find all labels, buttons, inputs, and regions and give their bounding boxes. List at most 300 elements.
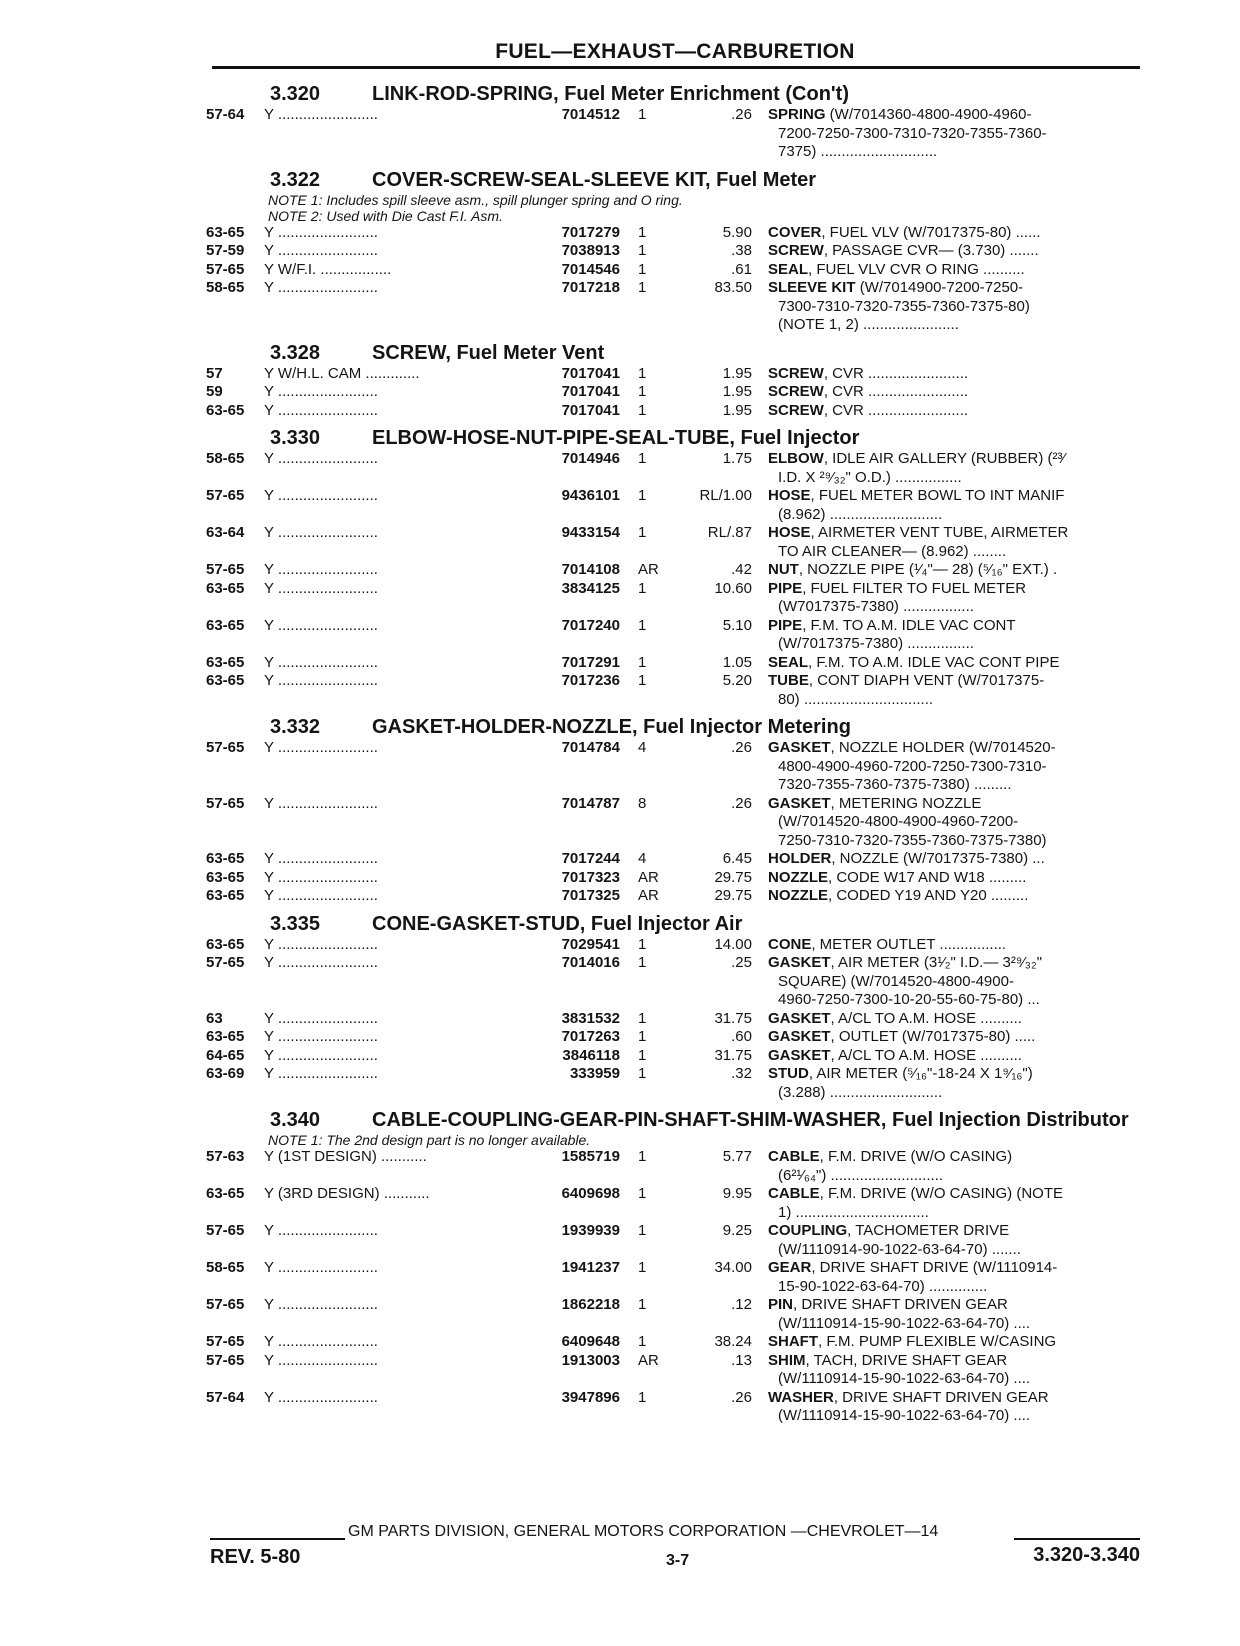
description-text: , OUTLET (W/7017375-80) ..... xyxy=(830,1028,1036,1045)
quantity: AR xyxy=(638,1351,659,1369)
quantity: 1 xyxy=(638,242,647,259)
description-text: 7320-7355-7360-7375-7380) ......... xyxy=(778,776,1012,793)
part-row xyxy=(206,261,1150,280)
part-name: WASHER xyxy=(768,1388,834,1406)
description-text: , NOZZLE HOLDER (W/7014520- xyxy=(830,739,1056,756)
parts-list xyxy=(206,76,1150,1426)
part-description xyxy=(752,106,1150,162)
part-row xyxy=(206,954,1150,1010)
part-description xyxy=(752,869,1150,888)
description-line xyxy=(768,1296,1150,1315)
description-line xyxy=(768,832,1150,851)
description-line xyxy=(768,543,1150,562)
description-text: (3.288) ........................... xyxy=(778,1083,943,1101)
part-description xyxy=(752,850,1150,869)
part-number: 7038913 xyxy=(561,242,620,259)
description-text: , DRIVE SHAFT DRIVEN GEAR xyxy=(833,1388,1049,1406)
quantity: 1 xyxy=(638,279,647,296)
model-years: 57-65 xyxy=(206,954,245,971)
section-number: 3.320 xyxy=(270,83,321,105)
description-text: , TACH, DRIVE SHAFT GEAR xyxy=(805,1351,1008,1369)
description-line xyxy=(768,598,1150,617)
part-name: GASKET xyxy=(768,954,831,971)
part-name: GASKET xyxy=(768,1028,831,1045)
usage-code: Y ........................ xyxy=(264,487,378,504)
part-number: 9433154 xyxy=(561,524,620,541)
list-price: 29.75 xyxy=(714,887,752,904)
list-price: 31.75 xyxy=(714,1009,752,1027)
part-row xyxy=(206,106,1150,162)
part-number: 7029541 xyxy=(561,935,620,953)
description-text: (W/7014520-4800-4900-4960-7200- xyxy=(778,813,1019,830)
part-description xyxy=(752,224,1150,243)
model-years: 64-65 xyxy=(206,1046,245,1064)
description-line xyxy=(768,1148,1150,1167)
part-description xyxy=(752,1296,1150,1333)
description-line xyxy=(768,1204,1150,1223)
part-number: 7017279 xyxy=(561,223,620,241)
description-text: , FUEL VLV CVR O RING .......... xyxy=(808,260,1025,278)
usage-code: Y ........................ xyxy=(264,1388,378,1406)
model-years: 59 xyxy=(206,383,223,400)
section-heading xyxy=(206,426,1150,450)
section-title: CABLE-COUPLING-GEAR-PIN-SHAFT-SHIM-WASHER, Fuel Injection Distributor xyxy=(372,1109,1129,1131)
footer-rule-left xyxy=(210,1538,345,1540)
section-3-335 xyxy=(206,912,1150,1103)
list-price: RL/1.00 xyxy=(699,487,752,504)
description-text: 7300-7310-7320-7355-7360-7375-80) xyxy=(778,297,1030,315)
part-description xyxy=(752,672,1150,709)
section-title: GASKET-HOLDER-NOZZLE, Fuel Injector Metering xyxy=(372,716,851,738)
part-description xyxy=(752,887,1150,906)
description-text: , CONT DIAPH VENT (W/7017375- xyxy=(808,672,1045,689)
part-number: 7017244 xyxy=(561,850,620,867)
quantity: 8 xyxy=(638,794,647,812)
description-line xyxy=(768,1084,1150,1103)
part-number: 7017240 xyxy=(561,616,620,634)
part-description xyxy=(752,383,1150,402)
part-row xyxy=(206,1389,1150,1426)
usage-code: Y ........................ xyxy=(264,1259,378,1276)
usage-code: Y ........................ xyxy=(264,887,378,904)
section-title: CONE-GASKET-STUD, Fuel Injector Air xyxy=(372,912,743,935)
part-name: PIPE xyxy=(768,579,803,597)
section-heading xyxy=(206,82,1150,106)
part-row xyxy=(206,242,1150,261)
description-line xyxy=(768,106,1150,125)
usage-code: Y ........................ xyxy=(264,401,378,419)
description-line xyxy=(768,242,1150,261)
part-row xyxy=(206,617,1150,654)
model-years: 57-65 xyxy=(206,1333,245,1350)
section-number: 3.340 xyxy=(270,1109,321,1131)
part-description xyxy=(752,1065,1150,1102)
description-line xyxy=(768,143,1150,162)
part-row xyxy=(206,869,1150,888)
list-price: 9.25 xyxy=(722,1222,752,1239)
usage-code: Y ........................ xyxy=(264,1351,378,1369)
list-price: .42 xyxy=(731,561,752,578)
usage-code: Y ........................ xyxy=(264,672,378,689)
list-price: .26 xyxy=(731,739,752,756)
part-name: GASKET xyxy=(768,1046,831,1064)
list-price: 5.10 xyxy=(722,616,752,634)
list-price: .61 xyxy=(731,260,752,278)
description-text: SQUARE) (W/7014520-4800-4900- xyxy=(778,972,1014,990)
usage-code: Y ........................ xyxy=(264,616,378,634)
section-3-322 xyxy=(206,168,1150,335)
section-heading xyxy=(206,341,1150,365)
description-text: 7200-7250-7300-7310-7320-7355-7360- xyxy=(778,124,1047,142)
description-text: , AIR METER (⁵⁄₁₆"-18-24 X 1⁹⁄₁₆") xyxy=(808,1065,1033,1082)
part-row xyxy=(206,1222,1150,1259)
usage-code: Y ........................ xyxy=(264,794,378,812)
section-number: 3.335 xyxy=(270,912,321,935)
list-price: 38.24 xyxy=(714,1333,752,1350)
list-price: .60 xyxy=(731,1028,752,1045)
part-name: SEAL xyxy=(768,653,809,671)
part-description xyxy=(752,654,1150,673)
section-title: LINK-ROD-SPRING, Fuel Meter Enrichment (Con't) xyxy=(372,83,849,105)
usage-code: Y ........................ xyxy=(264,1028,378,1045)
description-line xyxy=(768,654,1150,673)
description-line xyxy=(768,869,1150,888)
part-name: PIPE xyxy=(768,616,803,634)
part-number: 7017323 xyxy=(561,868,620,886)
part-name: SEAL xyxy=(768,260,809,278)
description-line xyxy=(768,1010,1150,1029)
section-3-320 xyxy=(206,82,1150,162)
part-number: 7014512 xyxy=(561,106,620,123)
description-text: , CODE W17 AND W18 ......... xyxy=(828,868,1027,886)
description-text: , FUEL METER BOWL TO INT MANIF xyxy=(810,487,1065,504)
model-years: 63-65 xyxy=(206,401,245,419)
description-text: , F.M. PUMP FLEXIBLE W/CASING xyxy=(818,1333,1057,1350)
usage-code: Y ........................ xyxy=(264,935,378,953)
description-line xyxy=(768,1259,1150,1278)
part-row xyxy=(206,887,1150,906)
part-description xyxy=(752,487,1150,524)
quantity: AR xyxy=(638,561,659,578)
part-row xyxy=(206,1010,1150,1029)
description-line xyxy=(768,125,1150,144)
part-number: 1939939 xyxy=(561,1222,620,1239)
description-line xyxy=(768,1185,1150,1204)
part-number: 7017218 xyxy=(561,279,620,296)
part-description xyxy=(752,1259,1150,1296)
model-years: 57-65 xyxy=(206,1351,245,1369)
description-line xyxy=(768,887,1150,906)
part-description xyxy=(752,1148,1150,1185)
description-text: , METER OUTLET ................ xyxy=(811,935,1007,953)
part-name: STUD xyxy=(768,1065,809,1082)
model-years: 63-64 xyxy=(206,524,245,541)
quantity: 1 xyxy=(638,1046,647,1064)
part-name: SPRING xyxy=(768,106,826,123)
section-3-328 xyxy=(206,341,1150,421)
section-3-340 xyxy=(206,1108,1150,1426)
quantity: 1 xyxy=(638,1222,647,1239)
model-years: 63-69 xyxy=(206,1065,245,1082)
footer-publisher: GM PARTS DIVISION, GENERAL MOTORS CORPORATION —CHEVROLET—14 xyxy=(348,1523,939,1540)
model-years: 58-65 xyxy=(206,450,245,467)
part-row xyxy=(206,1028,1150,1047)
part-number: 7017041 xyxy=(561,383,620,400)
model-years: 63-65 xyxy=(206,887,245,904)
quantity: 1 xyxy=(638,450,647,467)
quantity: 1 xyxy=(638,223,647,241)
list-price: .32 xyxy=(731,1065,752,1082)
part-description xyxy=(752,936,1150,955)
description-line xyxy=(768,1047,1150,1066)
part-name: TUBE xyxy=(768,672,809,689)
usage-code: Y ........................ xyxy=(264,383,378,400)
description-text: , NOZZLE (W/7017375-7380) ... xyxy=(831,850,1045,867)
part-row xyxy=(206,672,1150,709)
usage-code: Y ........................ xyxy=(264,106,378,123)
list-price: 1.95 xyxy=(722,364,752,382)
description-text: (NOTE 1, 2) ....................... xyxy=(778,316,959,333)
description-text: 1) ................................ xyxy=(778,1203,929,1221)
part-number: 7017291 xyxy=(561,653,620,671)
part-row xyxy=(206,365,1150,384)
part-name: SCREW xyxy=(768,401,824,419)
part-number: 6409648 xyxy=(561,1333,620,1350)
section-note: NOTE 2: Used with Die Cast F.I. Asm. xyxy=(268,207,503,224)
part-name: SHIM xyxy=(768,1351,806,1369)
part-row xyxy=(206,850,1150,869)
section-note: NOTE 1: The 2nd design part is no longer available. xyxy=(268,1132,591,1148)
section-title: SCREW, Fuel Meter Vent xyxy=(372,341,605,364)
part-name: COUPLING xyxy=(768,1222,848,1239)
part-name: NOZZLE xyxy=(768,868,828,886)
part-row xyxy=(206,739,1150,795)
page-number: 3-7 xyxy=(666,1552,690,1569)
part-row xyxy=(206,402,1150,421)
part-description xyxy=(752,1010,1150,1029)
description-line xyxy=(768,298,1150,317)
description-line xyxy=(768,1352,1150,1371)
model-years: 57-64 xyxy=(206,1388,245,1406)
description-text: , F.M. TO A.M. IDLE VAC CONT PIPE xyxy=(808,653,1060,671)
description-line xyxy=(768,1028,1150,1047)
part-name: HOSE xyxy=(768,524,811,541)
model-years: 57-59 xyxy=(206,242,245,259)
description-text: (W/7014360-4800-4900-4960- xyxy=(825,106,1032,123)
list-price: 10.60 xyxy=(714,579,752,597)
part-row xyxy=(206,1333,1150,1352)
model-years: 57-65 xyxy=(206,561,245,578)
description-text: , TACHOMETER DRIVE xyxy=(847,1222,1010,1239)
description-text: , FUEL FILTER TO FUEL METER xyxy=(802,579,1027,597)
quantity: 1 xyxy=(638,1028,647,1045)
description-text: , F.M. TO A.M. IDLE VAC CONT xyxy=(802,616,1016,634)
part-number: 6409698 xyxy=(561,1185,620,1202)
list-price: .38 xyxy=(731,242,752,259)
list-price: 1.95 xyxy=(722,401,752,419)
description-text: , F.M. DRIVE (W/O CASING) xyxy=(819,1148,1013,1165)
part-number: 7017263 xyxy=(561,1028,620,1045)
part-description xyxy=(752,524,1150,561)
part-number: 3846118 xyxy=(562,1046,620,1064)
description-line xyxy=(768,524,1150,543)
part-number: 1913003 xyxy=(561,1351,620,1369)
description-line xyxy=(768,1315,1150,1334)
description-text: , A/CL TO A.M. HOSE .......... xyxy=(830,1046,1022,1064)
description-text: , CVR ........................ xyxy=(823,383,969,400)
usage-code: Y ........................ xyxy=(264,561,378,578)
part-name: GASKET xyxy=(768,1009,831,1027)
quantity: 1 xyxy=(638,401,647,419)
description-line xyxy=(768,758,1150,777)
usage-code: Y ........................ xyxy=(264,653,378,671)
part-description xyxy=(752,580,1150,617)
model-years: 57-65 xyxy=(206,1222,245,1239)
quantity: 1 xyxy=(638,1296,647,1313)
description-text: , CVR ........................ xyxy=(823,364,969,382)
part-description xyxy=(752,617,1150,654)
section-note: NOTE 1: Includes spill sleeve asm., spill plunger spring and O ring. xyxy=(268,191,683,208)
section-number: 3.332 xyxy=(270,716,321,738)
model-years: 63-65 xyxy=(206,579,245,597)
part-number: 7017041 xyxy=(561,401,620,419)
part-number: 333959 xyxy=(569,1065,620,1082)
quantity: 1 xyxy=(638,935,647,953)
part-description xyxy=(752,561,1150,580)
model-years: 63-65 xyxy=(206,935,245,953)
part-description xyxy=(752,1333,1150,1352)
description-line xyxy=(768,795,1150,814)
description-line xyxy=(768,776,1150,795)
quantity: 1 xyxy=(638,524,647,541)
section-number: 3.328 xyxy=(270,341,321,364)
list-price: 6.45 xyxy=(722,850,752,867)
part-number: 3834125 xyxy=(561,579,620,597)
description-line xyxy=(768,1065,1150,1084)
description-line xyxy=(768,691,1150,710)
part-row xyxy=(206,224,1150,243)
description-line xyxy=(768,402,1150,421)
section-heading xyxy=(206,912,1150,936)
list-price: .26 xyxy=(731,106,752,123)
description-line xyxy=(768,1278,1150,1297)
list-price: 1.05 xyxy=(722,653,752,671)
description-line xyxy=(768,1222,1150,1241)
usage-code: Y ........................ xyxy=(264,954,378,971)
description-text: , METERING NOZZLE xyxy=(830,794,982,812)
part-name: CABLE xyxy=(768,1185,820,1202)
usage-code: Y ........................ xyxy=(264,1065,378,1082)
list-price: 83.50 xyxy=(714,279,752,296)
description-text: 7250-7310-7320-7355-7360-7375-7380) xyxy=(778,831,1047,849)
list-price: 31.75 xyxy=(714,1046,752,1064)
part-name: GASKET xyxy=(768,794,831,812)
usage-code: Y W/F.I. ................. xyxy=(264,260,392,278)
list-price: .12 xyxy=(731,1296,752,1313)
model-years: 63-65 xyxy=(206,672,245,689)
list-price: 34.00 xyxy=(714,1259,752,1276)
part-row xyxy=(206,936,1150,955)
part-number: 7014787 xyxy=(561,794,620,812)
quantity: 1 xyxy=(638,364,647,382)
model-years: 58-65 xyxy=(206,279,245,296)
description-text: (W/7017375-7380) ................ xyxy=(778,635,974,652)
description-line xyxy=(768,617,1150,636)
description-text: (W7017375-7380) ................. xyxy=(778,598,974,615)
usage-code: Y (3RD DESIGN) ........... xyxy=(264,1185,430,1202)
list-price: .26 xyxy=(731,794,752,812)
description-line xyxy=(768,1333,1150,1352)
description-text: , DRIVE SHAFT DRIVE (W/1110914- xyxy=(811,1259,1058,1276)
usage-code: Y ........................ xyxy=(264,1046,378,1064)
part-description xyxy=(752,279,1150,335)
quantity: 1 xyxy=(638,1388,647,1406)
section-heading xyxy=(206,1108,1150,1132)
part-description xyxy=(752,1047,1150,1066)
part-row xyxy=(206,487,1150,524)
model-years: 63 xyxy=(206,1009,223,1027)
page-header-title: FUEL—EXHAUST—CARBURETION xyxy=(495,40,855,63)
part-row xyxy=(206,524,1150,561)
usage-code: Y ........................ xyxy=(264,579,378,597)
description-line xyxy=(768,506,1150,525)
quantity: 4 xyxy=(638,739,647,756)
list-price: .25 xyxy=(731,954,752,971)
part-row xyxy=(206,795,1150,851)
usage-code: Y ........................ xyxy=(264,1222,378,1239)
part-name: GEAR xyxy=(768,1259,812,1276)
part-row xyxy=(206,1047,1150,1066)
description-text: (W/1110914-15-90-1022-63-64-70) .... xyxy=(778,1407,1031,1424)
part-number: 7014108 xyxy=(561,561,620,578)
description-line xyxy=(768,261,1150,280)
model-years: 63-65 xyxy=(206,1185,245,1202)
part-row xyxy=(206,1296,1150,1333)
description-line xyxy=(768,487,1150,506)
description-line xyxy=(768,450,1150,469)
part-row xyxy=(206,580,1150,617)
description-line xyxy=(768,1370,1150,1389)
part-name: NUT xyxy=(768,561,799,578)
description-line xyxy=(768,936,1150,955)
part-name: NOZZLE xyxy=(768,887,828,904)
description-text: , DRIVE SHAFT DRIVEN GEAR xyxy=(793,1296,1008,1313)
part-name: SCREW xyxy=(768,383,824,400)
section-3-332 xyxy=(206,715,1150,906)
list-price: 5.90 xyxy=(722,223,752,241)
description-text: 15-90-1022-63-64-70) .............. xyxy=(778,1277,988,1295)
part-name: PIN xyxy=(768,1296,794,1313)
part-name: ELBOW xyxy=(768,450,824,467)
usage-code: Y ........................ xyxy=(264,1333,378,1350)
part-name: SHAFT xyxy=(768,1333,818,1350)
part-number: 7014546 xyxy=(561,260,620,278)
description-text: 4800-4900-4960-7200-7250-7300-7310- xyxy=(778,757,1047,775)
description-text: 80) ............................... xyxy=(778,690,934,708)
usage-code: Y ........................ xyxy=(264,1009,378,1027)
part-row xyxy=(206,1148,1150,1185)
quantity: 1 xyxy=(638,106,647,123)
model-years: 57-65 xyxy=(206,1296,245,1313)
quantity: AR xyxy=(638,868,659,886)
description-line xyxy=(768,973,1150,992)
part-description xyxy=(752,795,1150,851)
model-years: 57-65 xyxy=(206,487,245,504)
description-text: (W/1110914-90-1022-63-64-70) ....... xyxy=(778,1240,1021,1258)
part-number: 9436101 xyxy=(561,487,620,504)
description-line xyxy=(768,739,1150,758)
description-text: , IDLE AIR GALLERY (RUBBER) (²³⁄ xyxy=(823,450,1066,467)
